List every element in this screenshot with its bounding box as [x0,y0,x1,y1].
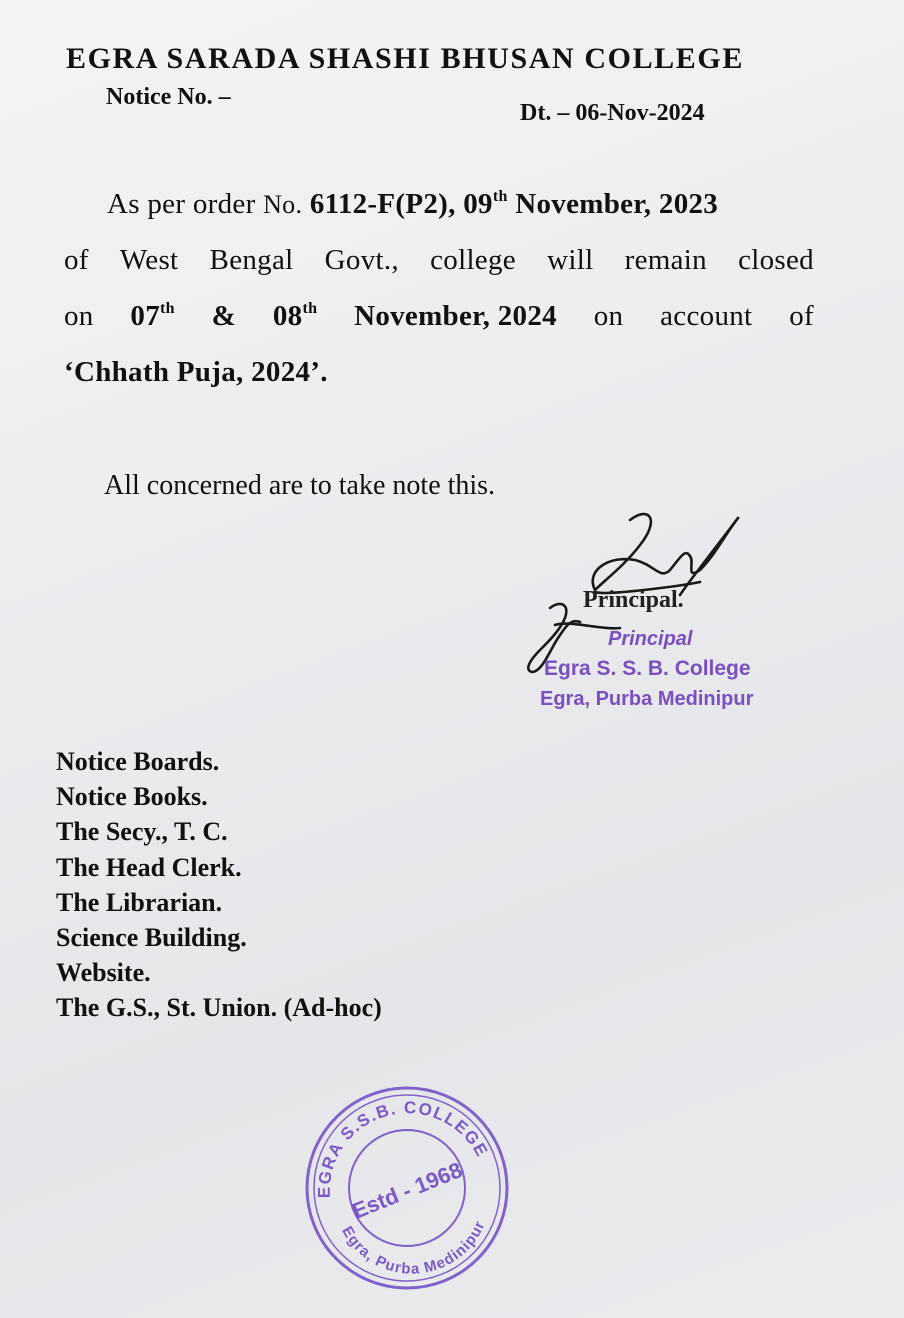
word: on [64,300,94,332]
word: account [660,300,753,332]
seal-center-text: Estd - 1968 [348,1157,466,1224]
occasion-name: ‘Chhath Puja, 2024’ [64,356,321,388]
distribution-item: The Secy., T. C. [56,817,228,847]
order-date: November, 2023 [507,188,719,220]
ampersand: & [211,300,237,332]
order-no-label: No. [263,190,303,219]
word: Bengal [209,244,294,276]
distribution-item: Science Building. [56,923,247,953]
distribution-list [56,744,382,1026]
order-intro: As per order [107,188,264,220]
word: college [430,244,516,276]
order-date-suffix: th [492,188,508,205]
distribution-item: The Head Clerk. [56,852,242,882]
notice-date: Dt. – 06-Nov-2024 [520,100,705,126]
closure-date-1: 07th [130,300,175,332]
stamp-address: Egra, Purba Medinipur [540,688,754,710]
principal-designation: Principal. [583,587,684,613]
word: of [64,244,89,276]
closure-date-2: 08th [272,300,318,332]
word: will [547,244,594,276]
closure-month: November, 2024 [354,300,557,332]
body-line-4: ‘Chhath Puja, 2024’. [64,356,328,388]
seal-bottom-text: Egra, Purba Medinipur [338,1218,489,1278]
distribution-item: Website. [56,958,151,988]
distribution-item: The Librarian. [56,887,223,917]
stamp-designation: Principal [608,628,693,650]
word: on [593,300,624,332]
body-line-2 [64,244,814,277]
body-line-1 [107,188,718,221]
body-line-3 [64,300,814,333]
order-reference: 6112-F(P2), 09 [302,188,493,220]
word: West [119,244,179,276]
distribution-item: Notice Books. [56,782,208,812]
notice-number: Notice No. – [106,84,231,110]
word: of [789,300,814,332]
principal-stamp [536,624,816,714]
closing-note: All concerned are to take note this. [104,470,496,501]
stamp-college: Egra S. S. B. College [544,657,751,680]
word: closed [738,244,814,276]
seal-top-text: EGRA S.S.B. COLLEGE [314,1098,492,1199]
college-name: EGRA SARADA SHASHI BHUSAN COLLEGE [66,42,744,75]
college-seal [302,1080,512,1295]
word: Govt., [324,244,399,276]
word: remain [624,244,707,276]
distribution-item: Notice Boards. [56,747,220,776]
distribution-item: The G.S., St. Union. (Ad-hoc) [56,993,382,1023]
